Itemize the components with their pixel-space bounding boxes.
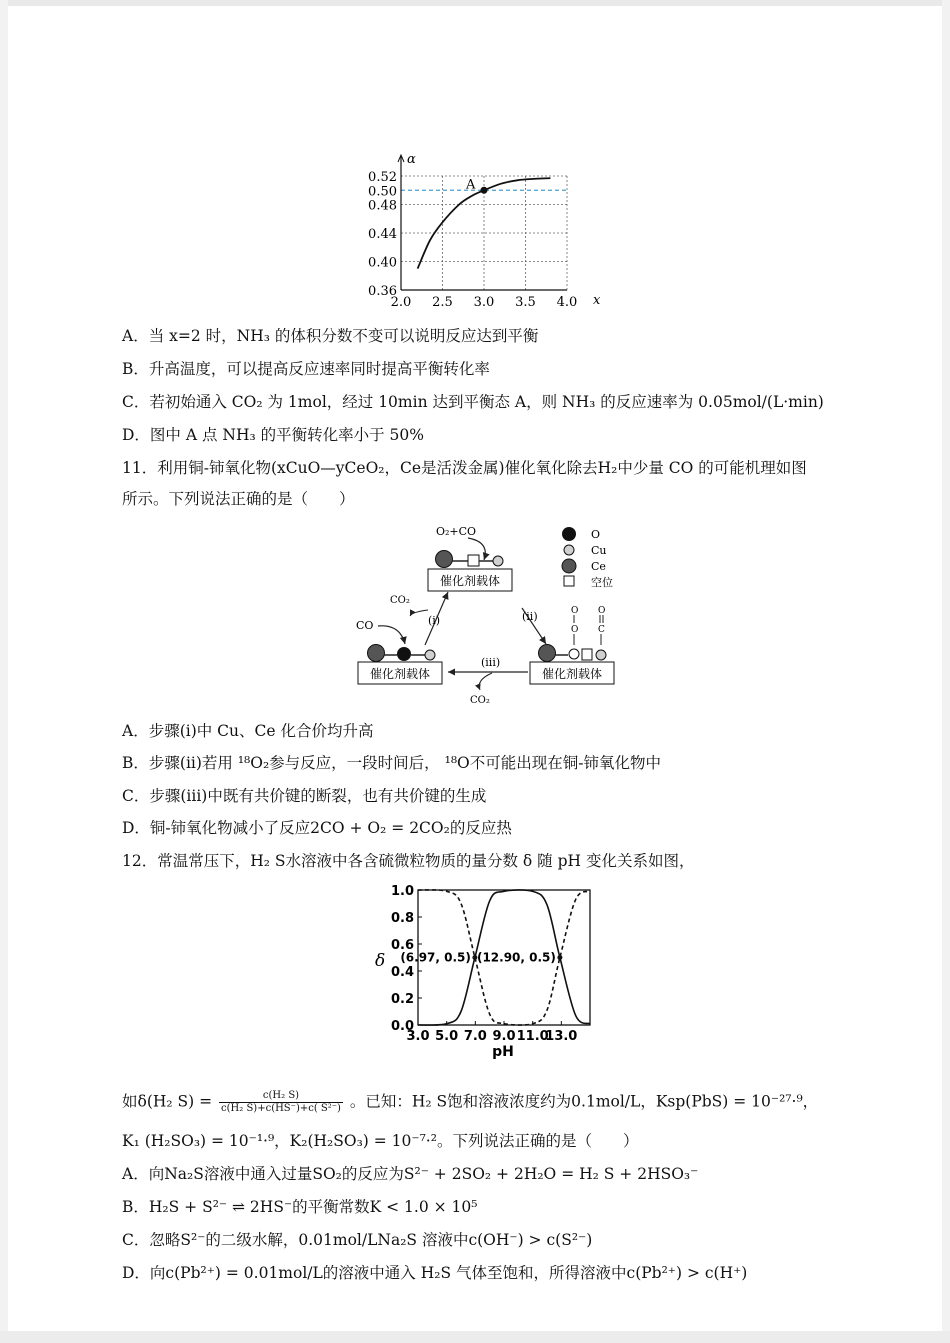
- cu-atom-right: [596, 650, 606, 660]
- chart1-x-tick: 2.0: [390, 295, 412, 310]
- chart1-x-tick: 3.5: [515, 295, 536, 310]
- chart2-y-tick: 0.0: [390, 1019, 414, 1034]
- chart1-x-tick: 3.0: [473, 295, 495, 310]
- formula-denominator: c(H₂ S)+c(HS⁻)+c( S²⁻): [221, 1103, 341, 1114]
- q11-stem-line2: 所示。下列说法正确的是（ ）: [122, 490, 355, 508]
- legend-ce-label: Ce: [591, 560, 606, 573]
- co-label: CO: [356, 619, 374, 632]
- formula-numerator: c(H₂ S): [219, 1090, 343, 1103]
- chart2-y-tick: 0.4: [390, 965, 414, 980]
- ce-atom-left: [368, 645, 385, 662]
- chart1-x-label: x: [593, 293, 601, 308]
- chart1-point-a-label: A: [466, 177, 476, 193]
- formula-prefix: 如δ(H₂ S) =: [122, 1092, 218, 1111]
- chart1-x-tick: 4.0: [556, 295, 578, 310]
- bound-co-o: O: [598, 606, 606, 616]
- ce-atom: [436, 551, 453, 568]
- mechanism-diagram: [350, 520, 630, 710]
- chart2-x-tick: 5.0: [435, 1029, 459, 1044]
- cu-atom-left: [425, 650, 435, 660]
- o-atom-right: [569, 649, 579, 659]
- chart2-x-tick: 13.0: [545, 1029, 578, 1044]
- legend-vacancy-label: 空位: [591, 576, 613, 589]
- q12-option-b: B．H₂S + S²⁻ ⇌ 2HS⁻的平衡常数K < 1.0 × 10⁵: [122, 1198, 478, 1216]
- q11-option-c: C．步骤(iii)中既有共价键的断裂，也有共价键的生成: [122, 787, 487, 805]
- co-input-arrow: [378, 626, 405, 644]
- bound-co-c: C: [598, 625, 605, 635]
- chart2-x-tick: 7.0: [463, 1029, 487, 1044]
- vacancy-square: [468, 555, 479, 566]
- q12-formula-line: [122, 1090, 818, 1115]
- o-atom-left: [397, 647, 411, 661]
- chart2-crossing-point-2: [557, 955, 562, 960]
- chart1-y-tick: 0.40: [368, 255, 397, 271]
- catalyst-support-right-label: 催化剂载体: [541, 667, 603, 681]
- delta-vs-ph-chart: [365, 880, 605, 1065]
- catalyst-support-top-label: 催化剂载体: [439, 574, 501, 588]
- q11-option-d: D．铜-铈氧化物减小了反应2CO + O₂ = 2CO₂的反应热: [122, 819, 512, 837]
- chart1-y-label: α: [407, 152, 416, 167]
- co2-left-label: CO₂: [390, 595, 410, 606]
- step-i-label: (i): [428, 614, 441, 627]
- chart1-y-tick: 0.52: [368, 170, 397, 185]
- legend-o-label: O: [591, 528, 601, 541]
- chart2-y-label: δ: [375, 951, 386, 971]
- alpha-vs-x-chart: [355, 150, 615, 315]
- legend-o-dot: [562, 527, 576, 541]
- cu-atom: [493, 556, 503, 566]
- q12-known-constants: K₁ (H₂SO₃) = 10⁻¹·⁹，K₂(H₂SO₃) = 10⁻⁷·²。下列说法正确的是（ ）: [122, 1132, 639, 1150]
- chart1-point-a: [481, 187, 488, 194]
- chart2-x-tick: 9.0: [492, 1029, 516, 1044]
- ce-atom-right: [539, 645, 556, 662]
- q12-stem: 12．常温常压下，H₂ S水溶液中各含硫微粒物质的量分数 δ 随 pH 变化关系如图，: [122, 852, 695, 870]
- chart2-x-tick: 11.0: [516, 1029, 549, 1044]
- q10-option-a: A．当 x=2 时，NH₃ 的体积分数不变可以说明反应达到平衡: [122, 327, 539, 345]
- legend-cu-dot: [564, 545, 574, 555]
- step-ii-label: (ii): [522, 610, 538, 623]
- legend-ce-dot: [562, 559, 576, 573]
- page-top-border: [0, 0, 950, 6]
- q11-option-b: B．步骤(ii)若用 ¹⁸O₂参与反应，一段时间后， ¹⁸O不可能出现在铜-铈氧化物中: [122, 754, 661, 772]
- vacancy-square-right: [582, 649, 592, 660]
- q12-option-a: A．向Na₂S溶液中通入过量SO₂的反应为S²⁻ + 2SO₂ + 2H₂O = H₂ S + 2HSO₃⁻: [122, 1165, 699, 1183]
- step-iii-label: (iii): [481, 656, 501, 669]
- chart2-y-tick: 0.6: [390, 938, 414, 953]
- chart1-y-tick: 0.50: [368, 184, 397, 200]
- formula-fraction: [219, 1090, 343, 1115]
- chart1-series: [418, 177, 551, 268]
- chart2-y-tick: 1.0: [390, 884, 414, 899]
- q12-option-d: D．向c(Pb²⁺) = 0.01mol/L的溶液中通入 H₂S 气体至饱和，所得溶液中c(Pb²⁺) > c(H⁺): [122, 1264, 748, 1282]
- chart1-y-tick: 0.48: [368, 198, 397, 214]
- legend-cu-label: Cu: [591, 544, 607, 557]
- chart2-annotation-1: (6.97, 0.5): [400, 950, 471, 965]
- chart1-axes: [398, 155, 567, 290]
- q12-option-c: C．忽略S²⁻的二级水解，0.01mol/LNa₂S 溶液中c(OH⁻) > c(S²⁻): [122, 1231, 593, 1249]
- chart2-annotation-2: (12.90, 0.5): [476, 950, 556, 965]
- chart1-x-tick: 2.5: [432, 295, 453, 310]
- page-left-border: [0, 0, 8, 1343]
- page-bottom-border: [0, 1331, 950, 1343]
- q11-option-a: A．步骤(i)中 Cu、Ce 化合价均升高: [122, 722, 374, 740]
- chart1-y-tick: 0.44: [368, 227, 397, 242]
- bound-o-bottom: O: [571, 625, 579, 635]
- chart2-y-tick: 0.2: [390, 992, 414, 1007]
- q10-option-b: B．升高温度，可以提高反应速率同时提高平衡转化率: [122, 360, 490, 378]
- q10-option-c: C．若初始通入 CO₂ 为 1mol，经过 10min 达到平衡态 A，则 NH₃ 的反应速率为 0.05mol/(L·min): [122, 393, 824, 411]
- o2-co-label: O₂+CO: [436, 525, 477, 538]
- chart2-x-label: pH: [492, 1044, 514, 1060]
- chart2-x-tick: 3.0: [406, 1029, 430, 1044]
- legend-vacancy-square: [564, 576, 574, 586]
- chart2-series: [400, 890, 590, 1025]
- chart2-tick-labels: [375, 884, 577, 1060]
- bound-o-top: O: [571, 606, 579, 616]
- q10-option-d: D．图中 A 点 NH₃ 的平衡转化率小于 50%: [122, 426, 425, 444]
- page-right-border: [942, 0, 950, 1343]
- q11-stem-line1: 11．利用铜-铈氧化物(xCuO—yCeO₂，Ce是活泼金属)催化氧化除去H₂中少量 CO 的可能机理如图: [122, 459, 807, 477]
- co2-bottom-label: CO₂: [470, 695, 490, 706]
- catalyst-support-left-label: 催化剂载体: [369, 667, 431, 681]
- chart2-y-tick: 0.8: [390, 911, 414, 926]
- chart1-y-tick: 0.36: [368, 284, 397, 299]
- formula-suffix: 。已知：H₂ S饱和溶液浓度约为0.1mol/L，Ksp(PbS) = 10⁻²⁷·⁹，: [349, 1092, 819, 1111]
